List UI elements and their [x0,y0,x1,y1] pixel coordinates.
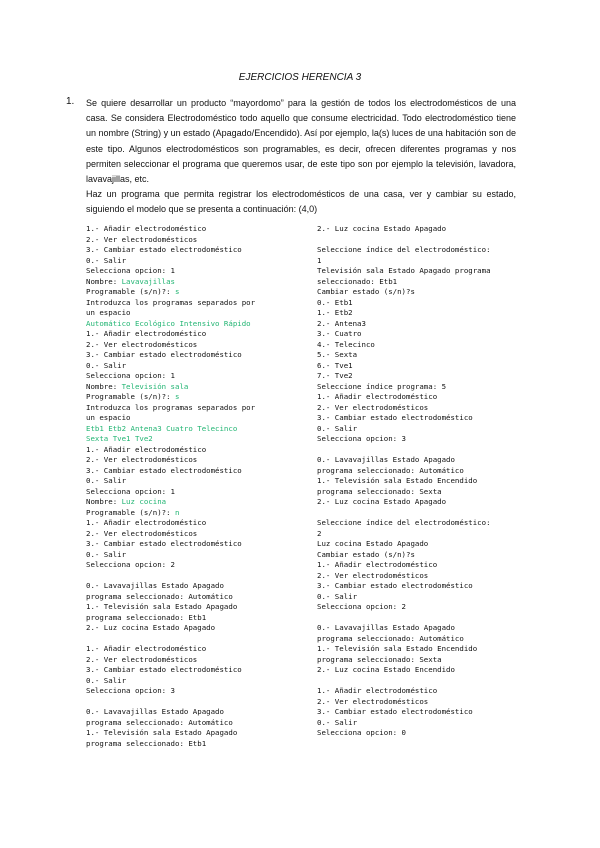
console-text: Seleccione índice del electrodoméstico: [317,245,491,254]
console-line [86,392,301,403]
console-line [317,266,532,277]
console-line [317,445,532,456]
console-text: Introduzca los programas separados por [86,297,256,307]
console-line [317,581,532,592]
console-line [86,287,301,298]
console-line [86,340,301,351]
console-line [86,634,301,645]
console-line [317,718,532,729]
console-user-input: n [175,507,180,517]
console-text: programa seleccionado: Sexta [317,654,442,664]
console-line [86,235,301,246]
console-text: Seleccione índice programa: 5 [317,381,447,391]
console-line [317,676,532,687]
console-line [317,623,532,634]
console-line [317,665,532,676]
console-text: 2.- Ver electrodomésticos [317,570,429,580]
console-line [86,592,301,603]
console-line [317,434,532,445]
console-text: 3.- Cambiar estado electrodoméstico [317,581,473,590]
console-text: Cambiar estado (s/n)?s [317,549,415,559]
console-text: 3.- Cuatro [317,329,362,338]
console-text: programa seleccionado: Automático [86,717,233,727]
console-text: 1.- Añadir electrodoméstico [86,224,207,233]
console-line [86,329,301,340]
console-text: 1.- Añadir electrodoméstico [317,686,438,695]
console-text: programa seleccionado: Automático [317,465,464,475]
console-text: 0.- Lavavajillas Estado Apagado [86,581,224,590]
console-line [86,539,301,550]
console-line [86,350,301,361]
console-line [317,371,532,382]
statement-paragraph: Haz un programa que permita registrar los electrodomésticos de una casa, ver y cambiar su estado, siguiendo el modelo que se presenta a continuación: (4,0) [86,189,516,215]
console-text: programa seleccionado: Automático [317,633,464,643]
console-text: programa seleccionado: Automático [86,591,233,601]
console-line [86,445,301,456]
console-text: 2 [317,528,322,538]
console-text: programa seleccionado: Etb1 [86,738,207,748]
console-line [317,655,532,666]
console-user-input: Luz cocina [121,497,167,506]
console-text: 6.- Tve1 [317,360,353,370]
console-text: 7.- Tve2 [317,371,353,380]
console-line [317,592,532,603]
console-user-input: Automático Ecológico Intensivo Rápido [86,318,251,328]
console-text: 2.- Ver electrodomésticos [86,528,198,538]
console-text: 0.- Salir [86,360,127,370]
console-text: 2.- Ver electrodomésticos [317,696,429,706]
console-text: Nombre: [86,497,122,506]
console-line [317,245,532,256]
console-line [86,455,301,466]
console-line [317,644,532,655]
console-text: 3.- Cambiar estado electrodoméstico [317,413,473,422]
console-line [86,466,301,477]
console-text: Selecciona opcion: 1 [86,266,175,275]
console-text: Selecciona opcion: 1 [86,486,175,496]
statement-paragraph: Se quiere desarrollar un producto “mayordomo” para la gestión de todos los electrodomésticos de una casa. Se considera Electrodoméstico todo aquello que consume electricidad. Todo electrodoméstico tiene un nombre (String) y un estado (Apagado/Encendido). Así por ejemplo, la(s) luces de una habitación son de este tipo. Algunos electrodomésticos son programables, es decir, ofrecen diferentes programas y nos permiten seleccionar el programa que queremos usar, de este tipo son por ejemplo la televisión, lavadora, lavavajillas, etc. [86,98,516,185]
console-line [86,550,301,561]
console-text: Cambiar estado (s/n)?s [317,287,415,296]
console-text: 3.- Cambiar estado electrodoméstico [86,350,242,359]
console-text: 2.- Antena3 [317,318,366,328]
console-line [86,277,301,288]
console-line [317,466,532,477]
console-line [86,434,301,445]
console-line [317,382,532,393]
console-line [317,298,532,309]
console-text: Selecciona opcion: 3 [86,686,175,695]
console-text: 0.- Lavavajillas Estado Apagado [317,623,455,632]
console-text: 2.- Ver electrodomésticos [86,234,198,244]
console-line [317,277,532,288]
console-line [86,382,301,393]
console-text: 1.- Etb2 [317,308,353,317]
page-title: EJERCICIOS HERENCIA 3 [238,72,362,83]
console-text: Programable (s/n)?: [86,507,175,517]
console-line [86,529,301,540]
console-line [317,518,532,529]
console-line [86,308,301,319]
console-line [317,697,532,708]
console-line [86,413,301,424]
console-line [317,392,532,403]
console-line [86,476,301,487]
console-text: 2.- Ver electrodomésticos [86,654,198,664]
console-text: 0.- Lavavajillas Estado Apagado [317,455,455,464]
console-line [86,371,301,382]
console-user-input: s [175,287,180,296]
console-line [317,287,532,298]
console-line [86,613,301,624]
console-line [86,487,301,498]
console-line [86,581,301,592]
console-text: 2.- Luz cocina Estado Apagado [317,224,447,233]
console-line [86,403,301,414]
exercise-statement [86,96,516,218]
console-text: 0.- Salir [86,255,127,265]
console-line [317,350,532,361]
console-line [317,529,532,540]
console-line [317,497,532,508]
console-line [86,602,301,613]
console-line [317,550,532,561]
console-line [86,424,301,435]
console-line [86,319,301,330]
console-line [86,224,301,235]
console-line [86,686,301,697]
list-item-number: 1. [66,96,75,107]
console-text: Programable (s/n)?: [86,287,175,296]
console-text: 5.- Sexta [317,350,358,359]
console-text: Selecciona opcion: 2 [86,560,175,569]
console-user-input: Televisión sala [121,381,189,391]
console-line [86,644,301,655]
console-line [317,308,532,319]
console-line [86,266,301,277]
console-text: Programable (s/n)?: [86,392,175,401]
console-text: 0.- Etb1 [317,297,353,307]
console-user-input: s [175,392,180,401]
console-text: 3.- Cambiar estado electrodoméstico [86,539,242,548]
console-text: un espacio [86,308,131,317]
console-text: 3.- Cambiar estado electrodoméstico [317,707,473,716]
console-line [317,571,532,582]
console-text: programa seleccionado: Etb1 [86,612,207,622]
console-line [86,571,301,582]
console-output-right [317,224,532,739]
console-line [317,329,532,340]
console-text: 0.- Salir [317,423,358,433]
console-text: 1.- Añadir electrodoméstico [86,329,207,338]
console-line [317,424,532,435]
console-text: 2.- Luz cocina Estado Encendido [317,665,455,674]
console-text: 2.- Ver electrodomésticos [86,339,198,349]
console-line [86,697,301,708]
console-text: Televisión sala Estado Apagado programa [317,266,491,275]
console-text: Selecciona opcion: 2 [317,602,406,611]
console-line [86,256,301,267]
console-text: 3.- Cambiar estado electrodoméstico [86,245,242,254]
console-user-input: Sexta Tve1 Tve2 [86,434,153,443]
console-line [86,497,301,508]
console-line [317,728,532,739]
console-text: seleccionado: Etb1 [317,276,398,286]
console-line [86,707,301,718]
console-text: Seleccione índice del electrodoméstico: [317,518,491,527]
console-line [86,245,301,256]
console-line [317,613,532,624]
console-user-input: Lavavajillas [121,276,176,286]
console-text: 1.- Televisión sala Estado Encendido [317,644,478,653]
console-text: 1.- Añadir electrodoméstico [86,518,207,527]
console-text: 1.- Televisión sala Estado Apagado [86,602,238,611]
console-line [86,739,301,750]
console-text: 1.- Añadir electrodoméstico [86,644,207,653]
console-text: Nombre: [86,381,122,391]
console-text: 0.- Lavavajillas Estado Apagado [86,707,224,716]
console-line [86,665,301,676]
console-line [317,560,532,571]
console-text: programa seleccionado: Sexta [317,486,442,496]
console-line [317,361,532,372]
console-line [86,655,301,666]
console-text: Introduzca los programas separados por [86,402,256,412]
console-text: 1.- Añadir electrodoméstico [86,444,207,454]
console-line [86,676,301,687]
console-line [317,476,532,487]
console-line [317,686,532,697]
console-line [317,539,532,550]
console-line [317,319,532,330]
console-user-input: Etb1 Etb2 Antena3 Cuatro Telecinco [86,423,238,433]
console-text: 0.- Salir [86,476,127,485]
console-line [86,518,301,529]
console-text: 2.- Luz cocina Estado Apagado [317,497,447,506]
console-line [317,634,532,645]
console-text: 1.- Añadir electrodoméstico [317,560,438,569]
console-line [317,487,532,498]
console-line [317,455,532,466]
console-text: un espacio [86,413,131,422]
console-line [86,560,301,571]
console-text: Selecciona opcion: 0 [317,728,406,737]
console-line [317,413,532,424]
console-line [86,298,301,309]
console-text: 2.- Ver electrodomésticos [317,402,429,412]
console-text: 1.- Televisión sala Estado Apagado [86,728,238,737]
console-line [317,707,532,718]
console-text: 1.- Televisión sala Estado Encendido [317,476,478,485]
console-line [86,508,301,519]
console-text: 2.- Luz cocina Estado Apagado [86,623,216,632]
console-line [317,508,532,519]
console-text: 0.- Salir [317,591,358,601]
console-line [317,256,532,267]
console-text: Selecciona opcion: 3 [317,434,406,443]
console-text: Selecciona opcion: 1 [86,371,175,380]
console-text: 4.- Telecinco [317,339,375,349]
console-line [317,403,532,414]
console-text: Luz cocina Estado Apagado [317,539,429,548]
console-text: 0.- Salir [317,717,358,727]
console-line [86,623,301,634]
console-line [86,718,301,729]
console-line [86,728,301,739]
console-output-left [86,224,301,749]
console-text: 3.- Cambiar estado electrodoméstico [86,665,242,674]
console-line [317,602,532,613]
console-text: 0.- Salir [86,675,127,685]
console-text: 3.- Cambiar estado electrodoméstico [86,465,242,475]
console-line [317,235,532,246]
console-text: Nombre: [86,276,122,286]
console-line [317,340,532,351]
console-line [86,361,301,372]
console-text: 2.- Ver electrodomésticos [86,455,198,464]
console-text: 1.- Añadir electrodoméstico [317,392,438,401]
console-line [317,224,532,235]
console-text: 1 [317,255,322,265]
console-text: 0.- Salir [86,549,127,559]
